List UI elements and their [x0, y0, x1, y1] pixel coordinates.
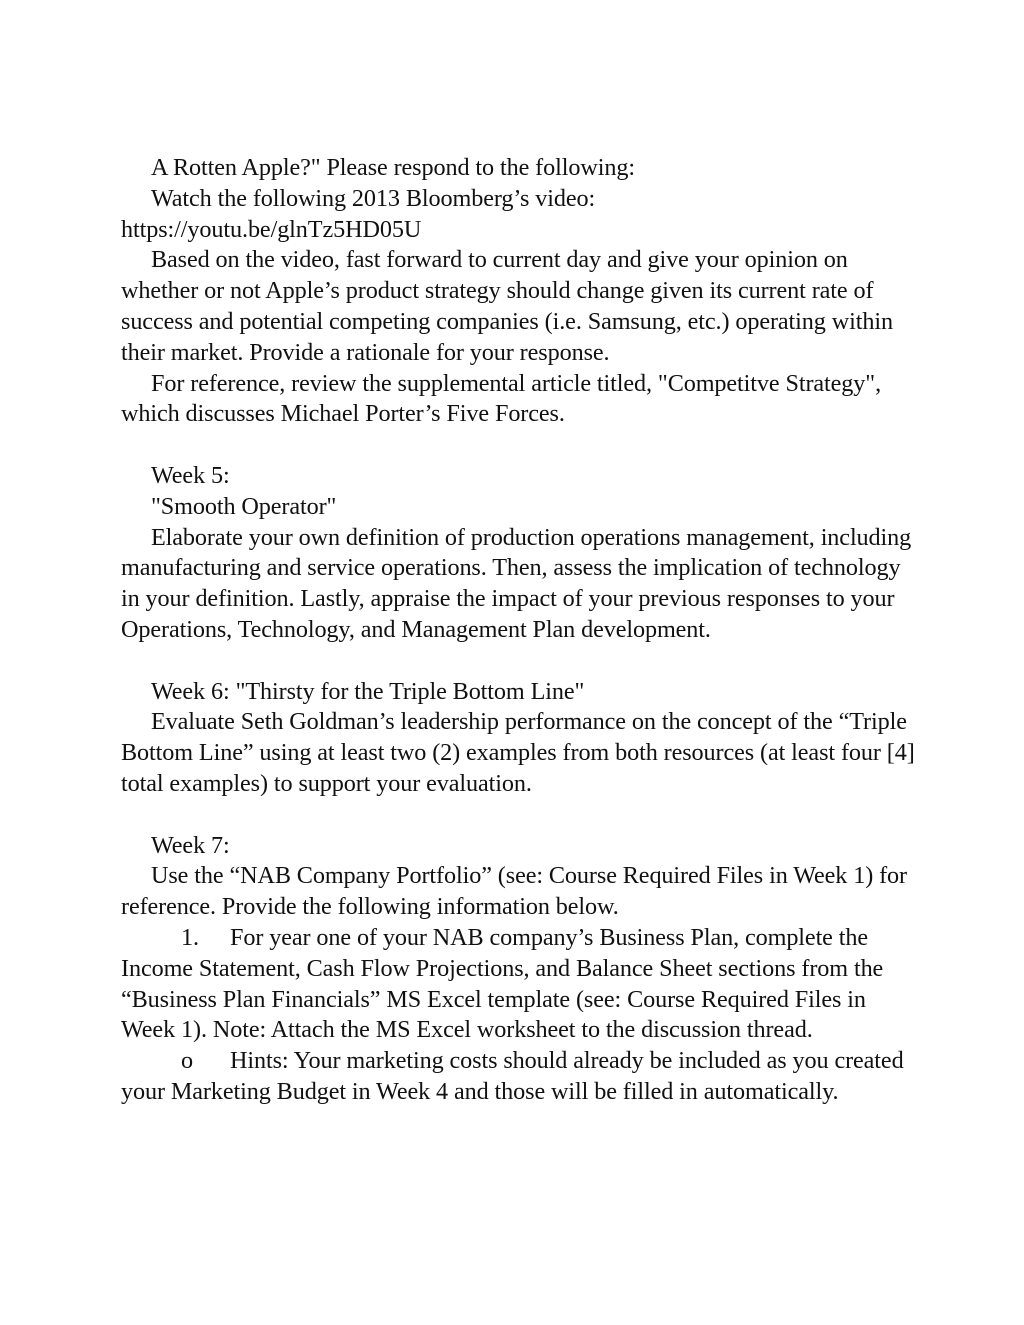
- para-watch-video: Watch the following 2013 Bloomberg’s video:: [151, 184, 596, 212]
- week5-heading: Week 5:: [151, 461, 230, 489]
- para-based-on-video: Based on the video, fast forward to current day and give your opinion on whether or not Apple’s product strategy should change given its current rate of success and potential competing companies (i.e. Samsung, etc.) operating within their market. Provide a rationale for your response.: [121, 246, 893, 366]
- para-rotten-apple: A Rotten Apple?" Please respond to the following:: [151, 154, 635, 181]
- para-reference: For reference, review the supplemental article titled, "Competitve Strategy", which discusses Michael Porter’s Five Forces.: [121, 369, 882, 428]
- video-url: https://youtu.be/glnTz5HD05U: [121, 215, 422, 243]
- list-marker-1: 1.: [181, 923, 199, 951]
- week5-body: Elaborate your own definition of production operations management, including manufacturing and service operations. Then, assess the implication of technology in your definition. Lastly, appraise the impact of your previous responses to your Operations, Technology, and Management Plan development.: [121, 523, 912, 643]
- document-page: [121, 153, 921, 1108]
- blank-line: [121, 800, 921, 831]
- hint-item: [121, 1046, 921, 1108]
- list-item-1: [121, 923, 921, 1046]
- week7-heading: Week 7:: [151, 831, 230, 859]
- blank-line: [121, 430, 921, 461]
- week6-body: Evaluate Seth Goldman’s leadership performance on the concept of the “Triple Bottom Line” using at least two (2) examples from both resources (at least four [4] total examples) to support your evaluation.: [121, 708, 915, 797]
- list-item-1-text: For year one of your NAB company’s Business Plan, complete the Income Statement, Cash Flow Projections, and Balance Sheet sections from the “Business Plan Financials” MS Excel template (see: Course Required Files in Week 1). Note: Attach the MS Excel worksheet to the discussion thread.: [121, 923, 884, 1044]
- week5-title: "Smooth Operator": [151, 492, 337, 520]
- week7-body: Use the “NAB Company Portfolio” (see: Course Required Files in Week 1) for reference. Provide the following information below.: [121, 862, 907, 921]
- hint-text: Hints: Your marketing costs should already be included as you created your Marketing Budget in Week 4 and those will be filled in automatically.: [121, 1047, 904, 1105]
- blank-line: [121, 646, 921, 677]
- week6-heading: Week 6: "Thirsty for the Triple Bottom Line": [151, 677, 585, 705]
- hint-marker: o: [181, 1047, 193, 1075]
